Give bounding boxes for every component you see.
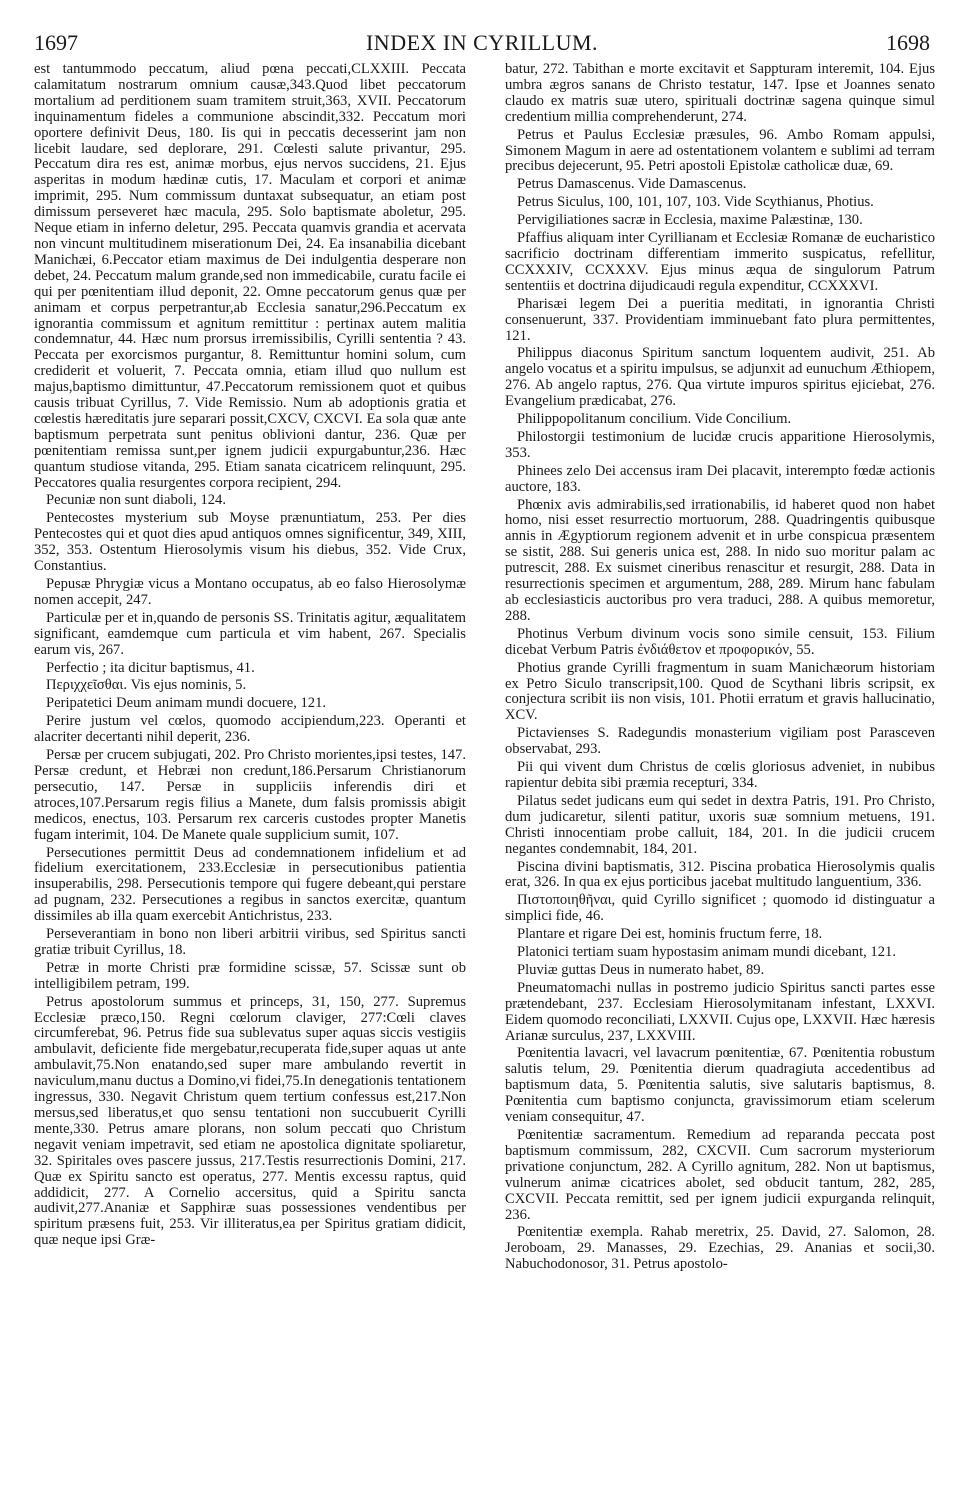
index-entry: Περιχχεῖσθαι. Vis ejus nominis, 5.: [46, 677, 247, 694]
index-entry: Perfectio ; ita dicitur baptismus, 41.: [46, 659, 255, 676]
index-entry: Philippopolitanum concilium. Vide Concilium.: [517, 411, 792, 428]
index-entry: Petræ in morte Christi præ formidine scissæ, 57. Scissæ sunt ob intelligibilem petram, 199.: [34, 959, 466, 992]
index-entry: Piscina divini baptismatis, 312. Piscina probatica Hierosolymis qualis erat, 326. In qua ex ejus porticibus jacebat multitudo languentium, 336.: [505, 858, 935, 891]
index-entry: Pharisæi legem Dei a pueritia meditati, in ignorantia Christi consenuerunt, 337. Providentiam imminuebant fato plura permittentes, 121.: [505, 295, 935, 344]
index-entry: Plantare et rigare Dei est, hominis fructum ferre, 18.: [517, 926, 823, 943]
page-title: INDEX IN CYRILLUM.: [365, 30, 599, 55]
index-entry: Perseverantiam in bono non liberi arbitrii viribus, sed Spiritus sancti gratiæ tribuit Cyrillus, 18.: [34, 926, 466, 958]
index-entry: Pictavienses S. Radegundis monasterium vigiliam post Parasceven observabat, 293.: [505, 725, 935, 758]
index-entry: Pii qui vivent dum Christus de cœlis gloriosus adveniet, in nubibus rapientur debita sibi præmia recepturi, 334.: [505, 759, 935, 791]
index-entry: Petrus Siculus, 100, 101, 107, 103. Vide Scythianus, Photius.: [517, 194, 874, 211]
index-entry: Philippus diaconus Spiritum sanctum loquentem audivit, 251. Ab angelo vocatus et a spiritu impulsus, se adjunxit ad eunuchum Æthiopem, 276. Ab angelo raptus, 276. Qua virtute impuros spiritus ejiciebat, 276. Evangelium prædicabat, 276.: [505, 345, 935, 410]
index-entry: Persecutiones permittit Deus ad condemnationem infidelium et ad fidelium exercitationem, 233.Ecclesiæ in persecutionibus patientia insuperabilis, 298. Persecutionis tempore qui fugere debeant,qui perstare ad pugnam, 232. Persecutiones a regibus in sanctos exercitæ, quantum dissimiles ab illa quam exercebit Antichristus, 233.: [34, 844, 466, 925]
index-entry: Persæ per crucem subjugati, 202. Pro Christo morientes,ipsi testes, 147. Persæ credunt, et Hebræi non credunt,186.Persarum Christianorum persecutio, 147. Persæ in suppliciis inferendis diri et atroces,107.Persarum regis filius a Manete, dum falsis promissis abigit medicos, enectus, 103. Persarum rex carceris custodes propter Manetis fugam interimit, 104. De Manete quale supplicium sumit, 107.: [34, 747, 466, 843]
index-entry: Pœnitentia lavacri, vel lavacrum pœnitentiæ, 67. Pœnitentia robustum salutis telum, 29. Pœnitentia dierum quadragiuta accedentibus ad baptismum data, 5. Pœnitentia salutis, sive salutaris baptismus, 8. Pœnitentia cum baptismo conjuncta, gravissimorum etiam scelerum veniam consequitur, 47.: [505, 1045, 935, 1126]
index-entry: Peripatetici Deum animam mundi docuere, 121.: [46, 695, 327, 712]
index-entry: est tantummodo peccatum, aliud pœna peccati,CLXXIII. Peccata calamitatum nostrarum omnium causæ,343.Quod libet peccatorum mortalium ad perditionem suam tramitem struit,363, XVII. Peccatorum inquinamentum fideles a communione abscindit,332. Peccatum mori oportere definivit Deus, 180. Iis qui in peccatis decesserint jam non licebit laudare, sed deplorare, 291. Cœlesti salute privantur, 295. Peccatum dira res est, animæ morbus, ejus nervos succidens, 21. Ejus asperitas in modum hædinæ cutis, 17. Maculam et corpori et animæ imprimit, 295. Num commissum duntaxat subsequatur, an etiam post dimissum perseveret hæc macula, 295. Solo baptismate aboletur, 295. Neque etiam in inferno deletur, 295. Peccata quamvis grandia et acervata non vincunt multitudinem miserationum Dei, 24. Ea insanabilia dicebant Manichæi, 6.Peccator etiam maximus de Dei indulgentia desperare non debet, 24. Peccatum malum grande,sed non immedicabile, curatu facile ei qui per pœnitentiam illud deponit, 22. Omne peccatorum genus quæ per animam et corpus perpetrantur,ab Ecclesia sanatur,296.Peccatum ex ignorantia commissum et agnitum remittitur : pertinax autem malitia condemnatur, 44. Hæc num prorsus irremissibilis, Cyrilli sententia ? 43. Peccata per exorcismos purgantur, 8. Remittuntur homini solum, cum crediderit et voluerit, 7. Peccata omnia, etiam illud quo nullum est majus,baptismo dimittuntur, 47.Peccatorum remissionem quot et quibus causis tribuat Cyrillus, 7. Vide Remissio. Num ab adoptionis gratia et cœlestis hæreditatis jure separari possit,CXCV, CXCVI. Ea sola quæ ante baptismum perpetrata sunt penitus oblivioni dantur, 236. Quæ per pœnitentiam remissa sunt,per ignem judicii expurgabuntur,236. Hæc quantum studiose vitanda, 295. Etiam sanata cicatricem relinquunt, 295. Peccatores qualia resurgentes corpora recipient, 294.: [34, 62, 466, 491]
index-entry: Pœnitentiæ exempla. Rahab meretrix, 25. David, 27. Salomon, 28. Jeroboam, 29. Manasses, 29. Ezechias, 29. Ananias et socii,30. Nabuchodonosor, 31. Petrus apostolo-: [505, 1224, 935, 1273]
index-entry: Particulæ per et in,quando de personis SS. Trinitatis agitur, æqualitatem significant, eamdemque cum particula et vim habent, 267. Specialis earum vis, 267.: [34, 609, 466, 658]
index-entry: Phœnix avis admirabilis,sed irrationabilis, id haberet quod non habet homo, nisi esset resurrectio mortuorum, 288. Quadringentis quibusque annis in Ægyptiorum regionem advenit et in urbe conspicua præsentem se sistit, 288. Sui generis unica est, 288. In nido suo moritur palam ac putrescit, 288. Ex suismet cineribus renascitur et resurgit, 288. Data in resurrectionis specimen et argumentum, 288, 289. Mirum hanc fabulam ab ecclesiasticis auctoribus pro vera traduci, 288. A quibus memoretur, 288.: [505, 496, 935, 624]
index-entry: Pentecostes mysterium sub Moyse prænuntiatum, 253. Per dies Pentecostes qui et quot dies apud antiquos omnes significentur, 349, XIII, 352, 353. Ostentum Hierosolymis visum his diebus, 352. Vide Crux, Constantius.: [34, 510, 466, 575]
index-entry: Pervigiliationes sacræ in Ecclesia, maxime Palæstinæ, 130.: [517, 212, 863, 229]
index-entry: Pneumatomachi nullas in postremo judicio Spiritus sancti partes esse prætendebant, 237. Ecclesiam Hierosolymitanam infestant, LXXVI. Eidem quomodo reconciliati, LXXVII. Cujus ope, LXXVII. Hæc hæresis Arianæ surculus, 237, LXXVIII.: [505, 979, 935, 1044]
index-entry: Πιστοποιηθῆναι, quid Cyrillo significet ; quomodo id distinguatur a simplici fide, 46.: [505, 892, 935, 925]
index-entry: Perire justum vel cœlos, quomodo accipiendum,223. Operanti et alacriter decertanti nihil deperit, 236.: [34, 713, 466, 746]
right-column: [505, 62, 935, 1501]
index-entry: Pluviæ guttas Deus in numerato habet, 89.: [517, 961, 765, 978]
page-number-right: 1698: [886, 30, 930, 55]
left-column: [34, 62, 466, 1501]
index-entry: Photius grande Cyrilli fragmentum in suam Manichæorum historiam ex Petro Siculo transcripsit,100. Quod de Scythani libris scripsit, ex conjectura scribit iis non visis, 101. Photii erratum et gravis hallucinatio, XCV.: [505, 659, 935, 724]
index-entry: batur, 272. Tabithan e morte excitavit et Sappturam interemit, 104. Ejus umbra ægros sanans de Christo testatur, 147. Ipse et Joannes senato claudo ex matris suæ utero, spirituali doctrinæ sagena quinque simul credentium millia comprehenderunt, 274.: [505, 62, 935, 125]
index-entry: Pfaffius aliquam inter Cyrillianam et Ecclesiæ Romanæ de eucharistico sacrificio doctrinam differentiam immerito suspicatus, refellitur, CCXXXIV, CCXXXV. Ejus minus æqua de singulorum Patrum sententiis et doctrina dijudicaudi regula expenditur, CCXXXVI.: [505, 230, 935, 294]
page-number-left: 1697: [34, 30, 78, 55]
index-entry: Petrus Damascenus. Vide Damascenus.: [517, 176, 747, 193]
index-entry: Pecuniæ non sunt diaboli, 124.: [46, 492, 226, 509]
index-entry: Pœnitentiæ sacramentum. Remedium ad reparanda peccata post baptismum commissum, 282, CXCVII. Cum sacrorum mysteriorum privatione conjunctum, 282. A Cyrillo agnitum, 282. Non ut baptismus, vulnerum animæ cicatrices abolet, sed obducit tantum, 282, 285, CXCVII. Peccata remittit, sed per ignem judicii expurganda relinquit, 236.: [505, 1127, 935, 1223]
index-entry: Pilatus sedet judicans eum qui sedet in dextra Patris, 191. Pro Christo, dum judicaretur, silenti patitur, uxoris suæ somnium metuens, 191. Christi innocentiam probe calluit, 184, 201. In die judicii crucem negantes condemnabit, 184, 201.: [505, 792, 935, 857]
index-entry: Pepusæ Phrygiæ vicus a Montano occupatus, ab eo falso Hierosolymæ nomen accepit, 247.: [34, 576, 466, 608]
page-header: [34, 30, 930, 60]
index-entry: Photinus Verbum divinum vocis sono simile censuit, 153. Filium dicebat Verbum Patris ἐνδιάθετον et προφορικόν, 55.: [505, 625, 935, 658]
index-entry: Petrus et Paulus Ecclesiæ præsules, 96. Ambo Romam appulsi, Simonem Magum in aere ad ostentationem volantem e sublimi ad terram precibus dejecerunt, 95. Petri apostoli Epistolæ catholicæ duæ, 69.: [505, 126, 935, 175]
index-entry: Phinees zelo Dei accensus iram Dei placavit, interempto fœdæ actionis auctore, 183.: [505, 462, 935, 495]
index-entry: Petrus apostolorum summus et princeps, 31, 150, 277. Supremus Ecclesiæ præco,150. Regni cœlorum claviger, 277:Cœli claves circumferebat, 96. Petrus fide sua sublevatus super aquas siccis vestigiis ambulavit, deficiente fide mergebatur,recuperata fide,super aquas ut ante ambulavit,75.Non enatando,sed super mare ambulando revertit in naviculum,manu ductus a Domino,vi fidei,75.In denegationis tentationem ingressus, 330. Negavit Christum quem tertium confessus est,217.Non mersus,sed liberatus,et quo sensu tentationi non succubuerit Cyrilli mente,330. Petrus amare plorans, non solum peccati quo Christum negavit veniam impetravit, sed etiam ne apostolica dignitate spoliaretur, 32. Spiritales oves pascere jussus, 217.Testis resurrectionis Domini, 217. Quæ ex Spiritu sancto est operatus, 277. Mentis excessu raptus, quid addidicit, 277. A Cornelio accersitus, quid a Spiritu sancta audivit,277.Ananiæ et Sapphiræ suas possessiones vendentibus per spiritum præsens fuit, 253. Vir illiteratus,ea per Spiritus gratiam didicit, quæ neque ipsi Græ-: [34, 993, 466, 1249]
index-entry: Platonici tertiam suam hypostasim animam mundi dicebant, 121.: [517, 944, 896, 961]
index-entry: Philostorgii testimonium de lucidæ crucis apparitione Hierosolymis, 353.: [505, 428, 935, 461]
